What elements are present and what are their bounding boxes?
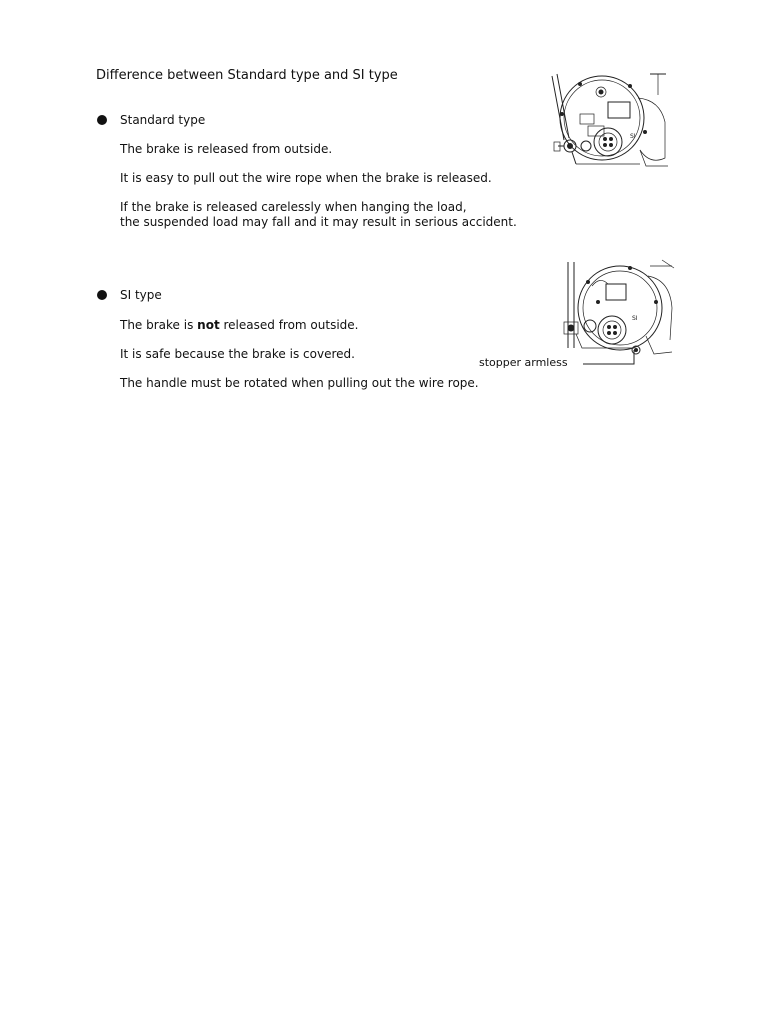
si-line-1-not: not xyxy=(197,318,220,332)
standard-line-3a: If the brake is released carelessly when hanging the load, xyxy=(120,200,467,214)
si-line-3: The handle must be rotated when pulling out the wire rope. xyxy=(120,376,479,390)
si-line-1-pre: The brake is xyxy=(120,318,198,332)
standard-type-title: Standard type xyxy=(120,113,206,127)
si-winch-illustration xyxy=(550,258,675,368)
si-type-title: SI type xyxy=(120,288,162,302)
bullet-si xyxy=(97,290,107,300)
bullet-standard xyxy=(97,115,107,125)
standard-line-3b: the suspended load may fall and it may result in serious accident. xyxy=(120,215,517,229)
standard-line-1: The brake is released from outside. xyxy=(120,142,333,156)
standard-winch-illustration xyxy=(550,70,670,180)
svg-text:SI: SI xyxy=(632,315,638,322)
si-line-1-post: released from outside. xyxy=(219,318,359,332)
stopper-armless-callout: stopper armless xyxy=(479,356,568,369)
svg-text:SI: SI xyxy=(630,133,636,140)
si-line-1 xyxy=(120,318,358,333)
standard-line-2: It is easy to pull out the wire rope when the brake is released. xyxy=(120,171,492,185)
si-line-2: It is safe because the brake is covered. xyxy=(120,347,355,361)
page-heading: Difference between Standard type and SI type xyxy=(96,68,398,83)
